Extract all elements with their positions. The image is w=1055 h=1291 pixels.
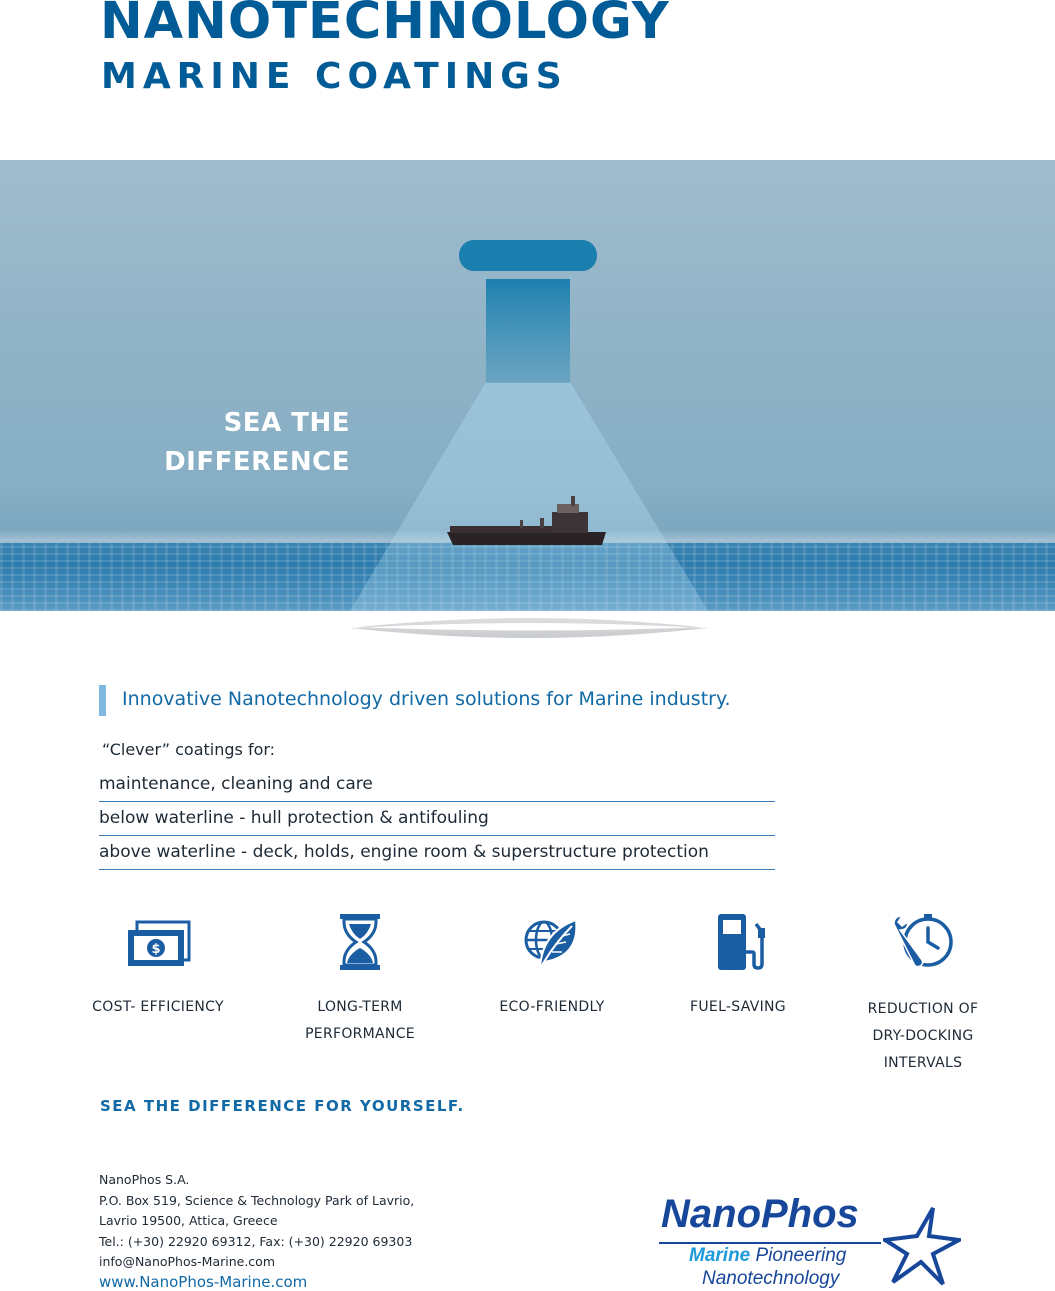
logo-tagline-2: Nanotechnology [702, 1268, 840, 1289]
email-link[interactable]: info@NanoPhos-Marine.com [99, 1254, 275, 1269]
list-item: above waterline - deck, holds, engine room & superstructure protection [99, 836, 775, 870]
hourglass-icon [335, 912, 385, 972]
feature-label: ECO-FRIENDLY [499, 999, 605, 1015]
feature-eco-friendly [452, 912, 652, 1021]
coatings-list [99, 768, 775, 870]
address-line: Lavrio 19500, Attica, Greece [99, 1213, 278, 1228]
flask-cap [459, 240, 597, 271]
intro-accent-bar [99, 685, 106, 716]
website-link[interactable]: www.NanoPhos-Marine.com [99, 1273, 308, 1291]
svg-text:$: $ [151, 942, 161, 957]
nanophos-logo [655, 1190, 965, 1290]
flask-shadow [350, 614, 708, 640]
logo-divider [659, 1242, 881, 1244]
wrench-clock-icon [888, 912, 958, 974]
contact-block [99, 1170, 414, 1273]
feature-dry-docking [823, 912, 1023, 1077]
globe-leaf-icon [522, 912, 582, 972]
cta-text: SEA THE DIFFERENCE FOR YOURSELF. [100, 1097, 465, 1115]
flask-neck [486, 279, 570, 383]
list-item: below waterline - hull protection & antifouling [99, 802, 775, 836]
hero-image [0, 160, 1055, 611]
phone-fax: Tel.: (+30) 22920 69312, Fax: (+30) 22920 69303 [99, 1233, 413, 1249]
feature-label: COST- EFFICIENCY [92, 999, 224, 1015]
flask-overlay [0, 160, 1055, 611]
feature-cost-efficiency [58, 912, 258, 1021]
address-line: P.O. Box 519, Science & Technology Park of Lavrio, [99, 1192, 415, 1208]
feature-long-term-performance [260, 912, 460, 1048]
company-name: NanoPhos S.A. [99, 1172, 190, 1187]
list-item: maintenance, cleaning and care [99, 768, 775, 802]
fuel-pump-icon [708, 912, 768, 972]
logo-tagline: Marine Pioneering [689, 1245, 847, 1266]
logo-name: NanoPhos [661, 1192, 859, 1236]
page-subtitle: MARINE COATINGS [101, 56, 568, 97]
feature-label: REDUCTION OF DRY-DOCKING INTERVALS [867, 1001, 979, 1071]
intro-text: Innovative Nanotechnology driven solutions for Marine industry. [122, 688, 731, 710]
feature-label: LONG-TERM PERFORMANCE [305, 999, 415, 1042]
hero-tagline: SEA THE DIFFERENCE [164, 408, 350, 477]
flask-body [350, 382, 708, 611]
star-icon [883, 1206, 961, 1286]
money-icon [123, 912, 193, 972]
coatings-label: “Clever” coatings for: [102, 740, 276, 759]
page-title: NANOTECHNOLOGY [100, 0, 670, 51]
feature-fuel-saving [638, 912, 838, 1021]
feature-label: FUEL-SAVING [690, 999, 786, 1015]
